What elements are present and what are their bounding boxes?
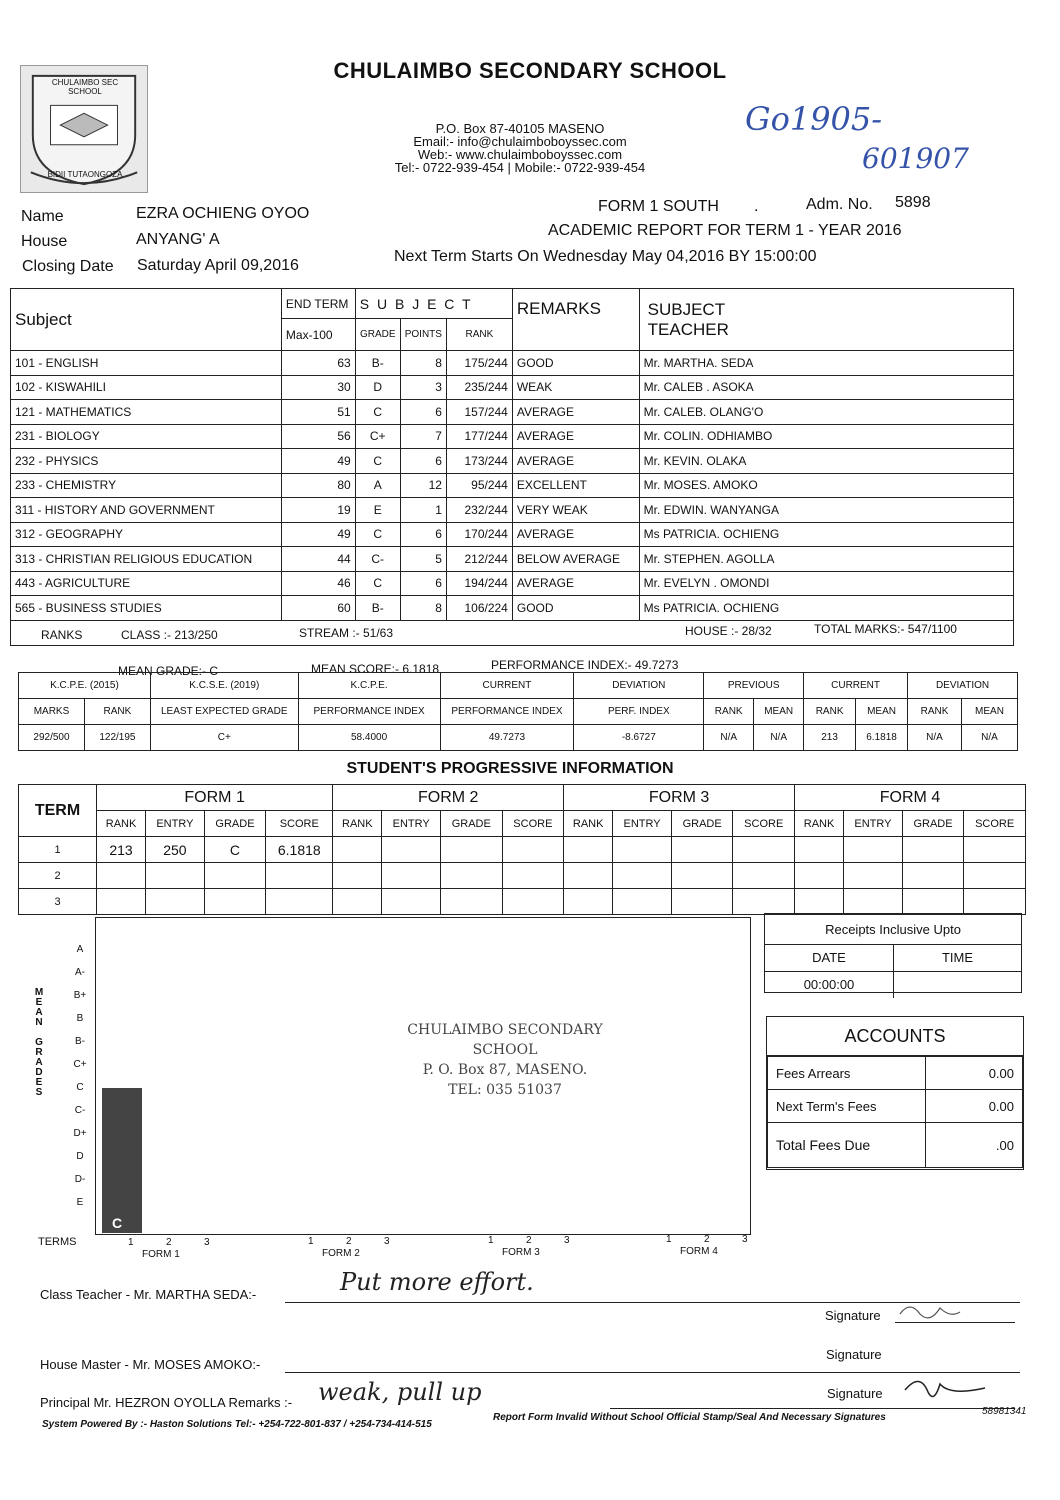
progress-col-header: RANK [795,811,844,837]
subject-rank: 175/244 [446,351,512,376]
terms-label: TERMS [38,1236,77,1248]
subject-remark: WEAK [512,375,639,400]
subject-remark: GOOD [512,351,639,376]
progress-term-header: TERM [19,785,97,837]
subject-row [11,522,1014,547]
subject-score: 80 [281,473,355,498]
subject-points: 6 [400,522,446,547]
subject-remark: AVERAGE [512,424,639,449]
grade-axis-label: A- [75,967,85,978]
progress-col-header: RANK [564,811,613,837]
term-tick: 2 [526,1235,532,1246]
current-header: CURRENT [440,673,574,699]
receipts-time-header: TIME [941,950,974,965]
subject-teacher: Mr. MARTHA. SEDA [639,351,1013,376]
cur-mean-header: MEAN [856,699,908,725]
subject-row [11,498,1014,523]
crest-text: CHULAIMBO SEC SCHOOL [51,78,119,96]
closing-date-label: Closing Date [22,258,114,275]
deviation-mean: N/A [961,725,1017,751]
handwritten-number-1: Go1905- [745,100,883,138]
kcpe-table [18,672,1018,751]
term-tick: 1 [666,1234,672,1245]
subject-grade: C [355,522,400,547]
kcpe-pi-header: PERFORMANCE INDEX [298,699,440,725]
prev-rank-header: RANK [704,699,754,725]
subject-teacher: Mr. MOSES. AMOKO [639,473,1013,498]
subject-name: 311 - HISTORY AND GOVERNMENT [11,498,282,523]
subjects-table [10,288,1014,646]
dev-pi-header: PERF. INDEX [574,699,704,725]
header-remarks: REMARKS [512,289,639,351]
previous-rank: N/A [704,725,754,751]
stream-rank: STREAM :- 51/63 [299,625,394,640]
subject-row [11,449,1014,474]
kcpe-perf-index: 58.4000 [298,725,440,751]
adm-label: Adm. No. [806,196,873,213]
term-tick: 3 [204,1237,210,1248]
receipts-date: 00:00:00 [765,972,894,998]
progress-form1-header: FORM 1 [97,785,333,811]
current-perf-index: 49.7273 [440,725,574,751]
graph-form-label: FORM 1 [142,1249,180,1260]
graph-form-label: FORM 4 [680,1246,718,1257]
deviation-perf-index: -8.6727 [574,725,704,751]
receipts-date-header: DATE [765,945,894,971]
website: Web:- www.chulaimboboyssec.com [417,147,623,162]
current-mean: 6.1818 [856,725,908,751]
subject-rank: 232/244 [446,498,512,523]
subject-row [11,596,1014,621]
principal-line [610,1408,1015,1409]
total-fees: .00 [926,1123,1023,1168]
progress-form4-header: FORM 4 [795,785,1026,811]
axis-letter: S [35,1087,43,1098]
subject-teacher: Mr. CALEB. OLANG'O [639,400,1013,425]
progress-term-3: 3 [19,889,97,915]
school-crest [20,65,148,193]
class-teacher-remark: Put more effort. [340,1268,534,1296]
graph-form-label: FORM 3 [502,1247,540,1258]
subject-teacher: Mr. EVELYN . OMONDI [639,571,1013,596]
accounts-title: ACCOUNTS [767,1017,1023,1056]
progress-col-header: RANK [333,811,382,837]
house-rank: HOUSE :- 28/32 [685,623,772,638]
term-tick: 2 [166,1237,172,1248]
previous-header: PREVIOUS [704,673,804,699]
subject-grade: A [355,473,400,498]
progress-term-1: 1 [19,837,97,863]
progress-col-header: ENTRY [382,811,441,837]
subject-teacher: Ms PATRICIA. OCHIENG [639,522,1013,547]
subject-rank: 177/244 [446,424,512,449]
accounts-box [766,1016,1024,1170]
subject-name: 565 - BUSINESS STUDIES [11,596,282,621]
grade-axis-label: C- [74,1105,86,1116]
header-teacher-line1: SUBJECT [647,299,726,319]
subject-remark: AVERAGE [512,571,639,596]
subject-points: 1 [400,498,446,523]
class-teacher-signature-label: Signature [825,1308,881,1323]
grade-axis-label: C [76,1082,84,1093]
fees-arrears: 0.00 [926,1057,1023,1090]
house-master-label: House Master - Mr. MOSES AMOKO:- [40,1357,261,1372]
subject-row [11,571,1014,596]
header-end-term: END TERM [281,289,355,319]
school-stamp [385,1020,625,1100]
subject-teacher: Mr. KEVIN. OLAKA [639,449,1013,474]
receipts-box [764,913,1022,993]
total-fees-label: Total Fees Due [768,1123,926,1168]
grade-axis-label: B+ [73,990,87,1001]
subject-remark: VERY WEAK [512,498,639,523]
axis-letter: E [35,997,43,1008]
principal-signature-label: Signature [827,1386,883,1401]
term-tick: 1 [488,1235,494,1246]
class-teacher-label: Class Teacher - Mr. MARTHA SEDA:- [40,1287,257,1302]
subject-rank: 95/244 [446,473,512,498]
address: P.O. Box 87-40105 MASENO [435,121,605,136]
subject-remark: AVERAGE [512,400,639,425]
term-tick: 3 [742,1234,748,1245]
grade-axis-label: C+ [73,1059,87,1070]
crest-motto: BIDII TUTAONGOZA [47,170,123,179]
subject-score: 46 [281,571,355,596]
class-rank: CLASS :- 213/250 [121,627,218,642]
house-value: ANYANG' A [136,231,220,248]
progress-f1-grade: C [204,837,266,863]
subject-points: 3 [400,375,446,400]
deviation-header-2: DEVIATION [908,673,1018,699]
header-subject-span: S U B J E C T [355,289,512,319]
performance-index: PERFORMANCE INDEX:- 49.7273 [491,658,679,672]
stamp-line-1: CHULAIMBO SECONDARY SCHOOL [407,1022,603,1058]
subject-grade: D [355,375,400,400]
kcpe-header: K.C.P.E. [298,673,440,699]
subject-remark: AVERAGE [512,449,639,474]
subject-points: 8 [400,596,446,621]
header-teacher-line2: TEACHER [647,319,729,339]
previous-mean: N/A [754,725,804,751]
axis-letter [33,1027,45,1037]
total-marks: TOTAL MARKS:- 547/1100 [814,621,957,636]
closing-date: Saturday April 09,2016 [137,257,299,274]
subject-grade: B- [355,596,400,621]
subject-name: 312 - GEOGRAPHY [11,522,282,547]
email: Email:- info@chulaimboboyssec.com [413,134,627,149]
prev-mean-header: MEAN [754,699,804,725]
rank-header: RANK [84,699,150,725]
subject-grade: C [355,400,400,425]
powered-by: System Powered By :- Haston Solutions Tel:- +254-722-801-837 / +254-734-414-515 [42,1419,432,1430]
header-teacher [639,289,1013,351]
subject-row [11,400,1014,425]
subject-score: 56 [281,424,355,449]
bar-grade-label: C [112,1215,123,1231]
subject-remark: GOOD [512,596,639,621]
subject-points: 6 [400,571,446,596]
progress-col-header: SCORE [266,811,333,837]
dev-mean-header: MEAN [961,699,1017,725]
axis-letter: A [35,1057,43,1068]
grade-axis-label: D [76,1151,84,1162]
student-name: EZRA OCHIENG OYOO [136,205,310,222]
subject-grade: C+ [355,424,400,449]
subject-points: 12 [400,473,446,498]
kcpe-2015-header: K.C.P.E. (2015) [19,673,151,699]
least-grade-header: LEAST EXPECTED GRADE [150,699,298,725]
term-tick: 2 [346,1236,352,1247]
subject-grade: C [355,571,400,596]
progress-form3-header: FORM 3 [564,785,795,811]
axis-letter: N [35,1017,43,1028]
subject-rank: 194/244 [446,571,512,596]
stamp-line-3: TEL: 035 51037 [448,1082,562,1098]
subject-teacher: Mr. CALEB . ASOKA [639,375,1013,400]
subject-grade: C- [355,547,400,572]
axis-letter: R [35,1047,43,1058]
header-subject: Subject [11,289,282,351]
cur-rank-header: RANK [804,699,856,725]
subject-score: 44 [281,547,355,572]
progress-form2-header: FORM 2 [333,785,564,811]
axis-letter: D [35,1067,43,1078]
name-label: Name [21,208,64,225]
principal-signature-icon [900,1370,990,1406]
progress-col-header: ENTRY [146,811,205,837]
subject-rank: 170/244 [446,522,512,547]
axis-letter: G [35,1037,43,1048]
subject-remark: BELOW AVERAGE [512,547,639,572]
current-header-2: CURRENT [804,673,908,699]
term-tick: 1 [308,1236,314,1247]
subject-row [11,473,1014,498]
term-tick: 3 [384,1236,390,1247]
subject-teacher: Mr. EDWIN. WANYANGA [639,498,1013,523]
subject-points: 6 [400,449,446,474]
adm-number: 5898 [895,194,931,211]
header-rank: RANK [446,319,512,351]
subject-name: 443 - AGRICULTURE [11,571,282,596]
subject-rank: 235/244 [446,375,512,400]
progress-col-header: GRADE [204,811,266,837]
subject-name: 121 - MATHEMATICS [11,400,282,425]
header-max: Max-100 [281,319,355,351]
ranks-label: RANKS [41,627,83,642]
subject-row [11,351,1014,376]
telephone: Tel:- 0722-939-454 | Mobile:- 0722-939-454 [394,160,646,175]
progress-col-header: SCORE [733,811,795,837]
grade-axis-label: B- [75,1036,85,1047]
subject-remark: AVERAGE [512,522,639,547]
kcpe-marks: 292/500 [19,725,85,751]
school-name: CHULAIMBO SECONDARY SCHOOL [333,58,727,83]
subject-score: 49 [281,449,355,474]
report-title: ACADEMIC REPORT FOR TERM 1 - YEAR 2016 [548,222,902,239]
term-tick: 1 [128,1237,134,1248]
subject-name: 231 - BIOLOGY [11,424,282,449]
progress-col-header: SCORE [964,811,1026,837]
subject-score: 19 [281,498,355,523]
least-expected-grade: C+ [150,725,298,751]
form1-term1-bar [102,1088,142,1233]
subject-teacher: Ms PATRICIA. OCHIENG [639,596,1013,621]
handwritten-number-2: 601907 [862,142,969,175]
ranks-row [11,620,1014,645]
mean-grades-axis-label [33,987,45,1097]
subject-points: 5 [400,547,446,572]
graph-form-label: FORM 2 [322,1248,360,1259]
term-tick: 3 [564,1235,570,1246]
subject-name: 102 - KISWAHILI [11,375,282,400]
subject-rank: 106/224 [446,596,512,621]
next-term-fees: 0.00 [926,1090,1023,1123]
subject-grade: E [355,498,400,523]
next-term-start: Next Term Starts On Wednesday May 04,2016 BY 15:00:00 [394,248,817,265]
deviation-rank: N/A [908,725,962,751]
progress-col-header: GRADE [671,811,733,837]
term-tick: 2 [704,1234,710,1245]
stamp-line-2: P. O. Box 87, MASENO. [422,1062,588,1078]
axis-letter: A [35,1007,43,1018]
contact-block [340,122,700,174]
subject-name: 313 - CHRISTIAN RELIGIOUS EDUCATION [11,547,282,572]
progress-col-header: SCORE [502,811,564,837]
subject-row [11,424,1014,449]
serial-number: 58981341 [982,1406,1027,1417]
grade-axis-label: A [76,944,84,955]
principal-label: Principal Mr. HEZRON OYOLLA Remarks :- [40,1395,293,1410]
subject-name: 233 - CHEMISTRY [11,473,282,498]
subject-rank: 157/244 [446,400,512,425]
class-teacher-signature-icon [895,1298,965,1326]
subject-grade: C [355,449,400,474]
form-class: FORM 1 SOUTH [598,198,719,215]
progress-f1-rank: 213 [97,837,146,863]
subject-score: 63 [281,351,355,376]
progress-f1-entry: 250 [146,837,205,863]
progress-title: STUDENT'S PROGRESSIVE INFORMATION [346,760,674,777]
deviation-header: DEVIATION [574,673,704,699]
subject-score: 51 [281,400,355,425]
fees-arrears-label: Fees Arrears [768,1057,926,1090]
progress-table [18,784,1026,915]
principal-remark: weak, pull up [318,1378,482,1406]
axis-letter: M [34,987,44,998]
kcse-2019-header: K.C.S.E. (2019) [150,673,298,699]
subject-score: 49 [281,522,355,547]
marks-header: MARKS [19,699,85,725]
kcpe-rank: 122/195 [84,725,150,751]
subject-score: 60 [281,596,355,621]
subject-remark: EXCELLENT [512,473,639,498]
progress-col-header: ENTRY [613,811,672,837]
subject-points: 6 [400,400,446,425]
grade-axis-label: B [76,1013,84,1024]
grade-axis-label: D+ [73,1128,87,1139]
header-points: POINTS [400,319,446,351]
mean-grade: MEAN GRADE:- C [118,664,219,678]
progress-col-header: ENTRY [844,811,903,837]
progress-col-header: GRADE [902,811,964,837]
mean-score: MEAN SCORE:- 6.1818 [311,662,440,676]
dev-rank-header: RANK [908,699,962,725]
header-grade: GRADE [355,319,400,351]
current-rank: 213 [804,725,856,751]
subjects-header [11,289,1014,319]
house-master-signature-label: Signature [826,1347,882,1362]
subject-name: 101 - ENGLISH [11,351,282,376]
progress-f1-score: 6.1818 [266,837,333,863]
next-term-fees-label: Next Term's Fees [768,1090,926,1123]
grade-axis-label: E [76,1197,84,1208]
subject-teacher: Mr. COLIN. ODHIAMBO [639,424,1013,449]
progress-term-2: 2 [19,863,97,889]
axis-letter: E [35,1077,43,1088]
current-pi-header: PERFORMANCE INDEX [440,699,574,725]
receipts-title: Receipts Inclusive Upto [765,914,1021,945]
progress-col-header: GRADE [440,811,502,837]
subject-grade: B- [355,351,400,376]
house-label: House [21,233,68,250]
separator-dot: . [754,198,759,215]
subject-name: 232 - PHYSICS [11,449,282,474]
subject-rank: 173/244 [446,449,512,474]
grade-axis-label: D- [74,1174,86,1185]
invalid-notice: Report Form Invalid Without School Official Stamp/Seal And Necessary Signatures [493,1412,886,1423]
subject-teacher: Mr. STEPHEN. AGOLLA [639,547,1013,572]
progress-col-header: RANK [97,811,146,837]
subject-score: 30 [281,375,355,400]
subject-rank: 212/244 [446,547,512,572]
subject-points: 8 [400,351,446,376]
subject-points: 7 [400,424,446,449]
subject-row [11,375,1014,400]
subject-row [11,547,1014,572]
